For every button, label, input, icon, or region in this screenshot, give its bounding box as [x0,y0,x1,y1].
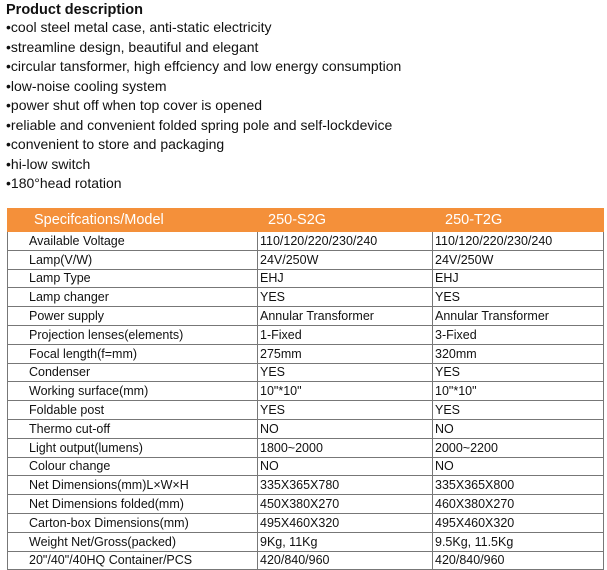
table-row [8,269,604,288]
spec-label: Condenser [8,363,258,382]
spec-value-250-t2g: 2000~2200 [433,438,604,457]
spec-label: Lamp(V/W) [8,250,258,269]
spec-value-250-t2g: 10"*10" [433,382,604,401]
table-row [8,457,604,476]
feature-item: •low-noise cooling system [6,77,167,94]
header-model-250-s2g: 250-S2G [258,209,433,232]
spec-value-250-s2g: YES [258,363,433,382]
spec-value-250-s2g: YES [258,288,433,307]
feature-item: •convenient to store and packaging [6,136,225,152]
spec-table-header-row [8,209,604,232]
spec-value-250-s2g: 110/120/220/230/240 [258,232,433,251]
table-row [8,232,604,251]
table-row [8,307,604,326]
spec-value-250-s2g: 335X365X780 [258,476,433,495]
spec-value-250-s2g: NO [258,457,433,476]
spec-label: Carton-box Dimensions(mm) [8,513,258,532]
spec-value-250-s2g: YES [258,401,433,420]
table-row [8,288,604,307]
spec-label: Foldable post [8,401,258,420]
spec-label: Weight Net/Gross(packed) [8,532,258,551]
spec-value-250-t2g: EHJ [433,269,604,288]
spec-label: 20"/40"/40HQ Container/PCS [8,551,258,570]
table-row [8,495,604,514]
spec-value-250-t2g: 420/840/960 [433,551,604,570]
table-row [8,401,604,420]
spec-value-250-s2g: 24V/250W [258,250,433,269]
spec-value-250-s2g: 10"*10" [258,382,433,401]
feature-item: •reliable and convenient folded spring pole and self-lockdevice [6,116,393,133]
spec-value-250-t2g: YES [433,363,604,382]
spec-value-250-s2g: 1-Fixed [258,325,433,344]
spec-value-250-t2g: 495X460X320 [433,513,604,532]
spec-value-250-t2g: YES [433,288,604,307]
spec-label: Thermo cut-off [8,419,258,438]
table-row [8,551,604,570]
table-row [8,532,604,551]
feature-item: •cool steel metal case, anti-static electricity [6,19,272,35]
table-row [8,344,604,363]
spec-label: Projection lenses(elements) [8,325,258,344]
spec-label: Net Dimensions folded(mm) [8,495,258,514]
spec-value-250-s2g: 1800~2000 [258,438,433,457]
spec-value-250-t2g: 9.5Kg, 11.5Kg [433,532,604,551]
spec-value-250-t2g: NO [433,419,604,438]
spec-label: Focal length(f=mm) [8,344,258,363]
spec-value-250-t2g: 335X365X800 [433,476,604,495]
spec-label: Working surface(mm) [8,382,258,401]
spec-value-250-s2g: Annular Transformer [258,307,433,326]
page-title: Product description [6,2,143,18]
header-model-250-t2g: 250-T2G [433,209,604,232]
spec-value-250-s2g: NO [258,419,433,438]
table-row [8,325,604,344]
spec-value-250-s2g: 9Kg, 11Kg [258,532,433,551]
spec-value-250-t2g: Annular Transformer [433,307,604,326]
spec-label: Lamp changer [8,288,258,307]
feature-item: •streamline design, beautiful and elegant [6,38,259,55]
spec-value-250-s2g: 495X460X320 [258,513,433,532]
spec-value-250-s2g: 420/840/960 [258,551,433,570]
spec-value-250-s2g: 275mm [258,344,433,363]
feature-item: •circular tansformer, high effciency and low energy consumption [6,58,402,74]
spec-value-250-t2g: 320mm [433,344,604,363]
spec-value-250-t2g: 460X380X270 [433,495,604,514]
spec-value-250-t2g: 110/120/220/230/240 [433,232,604,251]
table-row [8,382,604,401]
spec-value-250-t2g: 3-Fixed [433,325,604,344]
spec-label: Colour change [8,457,258,476]
feature-item: •hi-low switch [6,155,91,172]
spec-value-250-t2g: YES [433,401,604,420]
header-specifications: Specifcations/Model [8,209,258,232]
spec-label: Available Voltage [8,232,258,251]
table-row [8,363,604,382]
table-row [8,419,604,438]
spec-label: Net Dimensions(mm)L×W×H [8,476,258,495]
spec-table [7,208,604,570]
spec-value-250-t2g: NO [433,457,604,476]
spec-label: Light output(lumens) [8,438,258,457]
table-row [8,513,604,532]
spec-label: Lamp Type [8,269,258,288]
spec-value-250-s2g: EHJ [258,269,433,288]
feature-list [6,18,401,194]
table-row [8,438,604,457]
feature-item: •power shut off when top cover is opened [6,97,263,113]
spec-value-250-s2g: 450X380X270 [258,495,433,514]
spec-label: Power supply [8,307,258,326]
table-row [8,250,604,269]
table-row [8,476,604,495]
spec-value-250-t2g: 24V/250W [433,250,604,269]
feature-item: •180°head rotation [6,175,122,191]
